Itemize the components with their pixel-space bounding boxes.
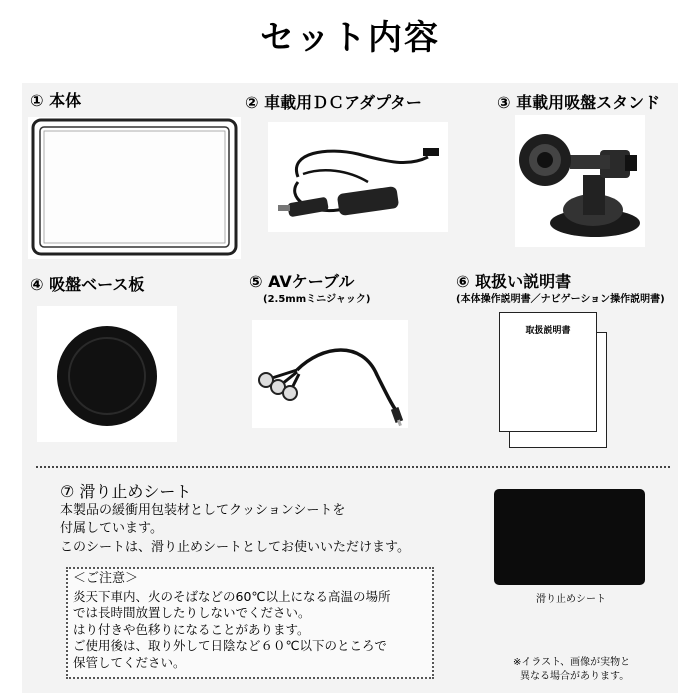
page-title: セット内容	[260, 18, 440, 58]
av-cable-illustration	[252, 320, 408, 428]
base-plate-illustration	[37, 306, 177, 442]
item-7-line-2: 付属しています。	[60, 521, 163, 536]
manual-cover-title: 取扱説明書	[525, 326, 571, 336]
item-7-line-1: 本製品の緩衝用包装材としてクッションシートを	[60, 503, 346, 518]
caution-line-5: 保管してください。	[73, 655, 186, 670]
footnote-line-1: ※イラスト、画像が実物と	[513, 657, 631, 668]
footnote-line-2: 異なる場合があります。	[520, 671, 630, 682]
manual-front-page	[499, 312, 597, 432]
item-7-line-3: このシートは、滑り止めシートとしてお使いいただけます。	[60, 540, 410, 555]
item-5-sublabel: (2.5mmミニジャック)	[263, 294, 371, 305]
anti-slip-sheet-illustration	[494, 489, 645, 585]
av-cable-photo	[252, 320, 408, 428]
suction-stand-illustration	[515, 115, 645, 247]
item-1-label: ① 本体	[30, 91, 82, 110]
item-6-label: ⑥ 取扱い説明書	[456, 272, 572, 291]
item-5-label: ⑤ AVケーブル	[249, 272, 355, 291]
manual-illustration	[497, 310, 609, 450]
item-6-sublabel: (本体操作説明書／ナビゲーション操作説明書)	[456, 294, 665, 305]
item-4-label: ④ 吸盤ベース板	[30, 275, 145, 294]
caution-line-3: はり付きや色移りになることがあります。	[73, 622, 310, 637]
section-divider	[36, 466, 670, 468]
dc-adapter-photo	[268, 122, 448, 232]
main-unit-photo	[28, 117, 241, 259]
item-2-label: ② 車載用ＤＣアダプター	[245, 93, 422, 112]
caution-line-1: 炎天下車内、火のそばなどの60℃以上になる高温の場所	[73, 589, 391, 604]
main-unit-illustration	[28, 117, 241, 259]
caution-line-4: ご使用後は、取り外して日陰など６０℃以下のところで	[73, 638, 387, 653]
base-plate-photo	[37, 306, 177, 442]
item-7-title: ⑦ 滑り止めシート	[60, 482, 192, 501]
suction-stand-photo	[515, 115, 645, 247]
dc-adapter-illustration	[268, 122, 448, 232]
caution-heading: ＜ご注意＞	[73, 571, 139, 586]
item-3-label: ③ 車載用吸盤スタンド	[497, 93, 661, 112]
caution-line-2: では長時間放置したりしないでください。	[73, 605, 311, 620]
anti-slip-sheet-caption: 滑り止めシート	[536, 594, 606, 605]
